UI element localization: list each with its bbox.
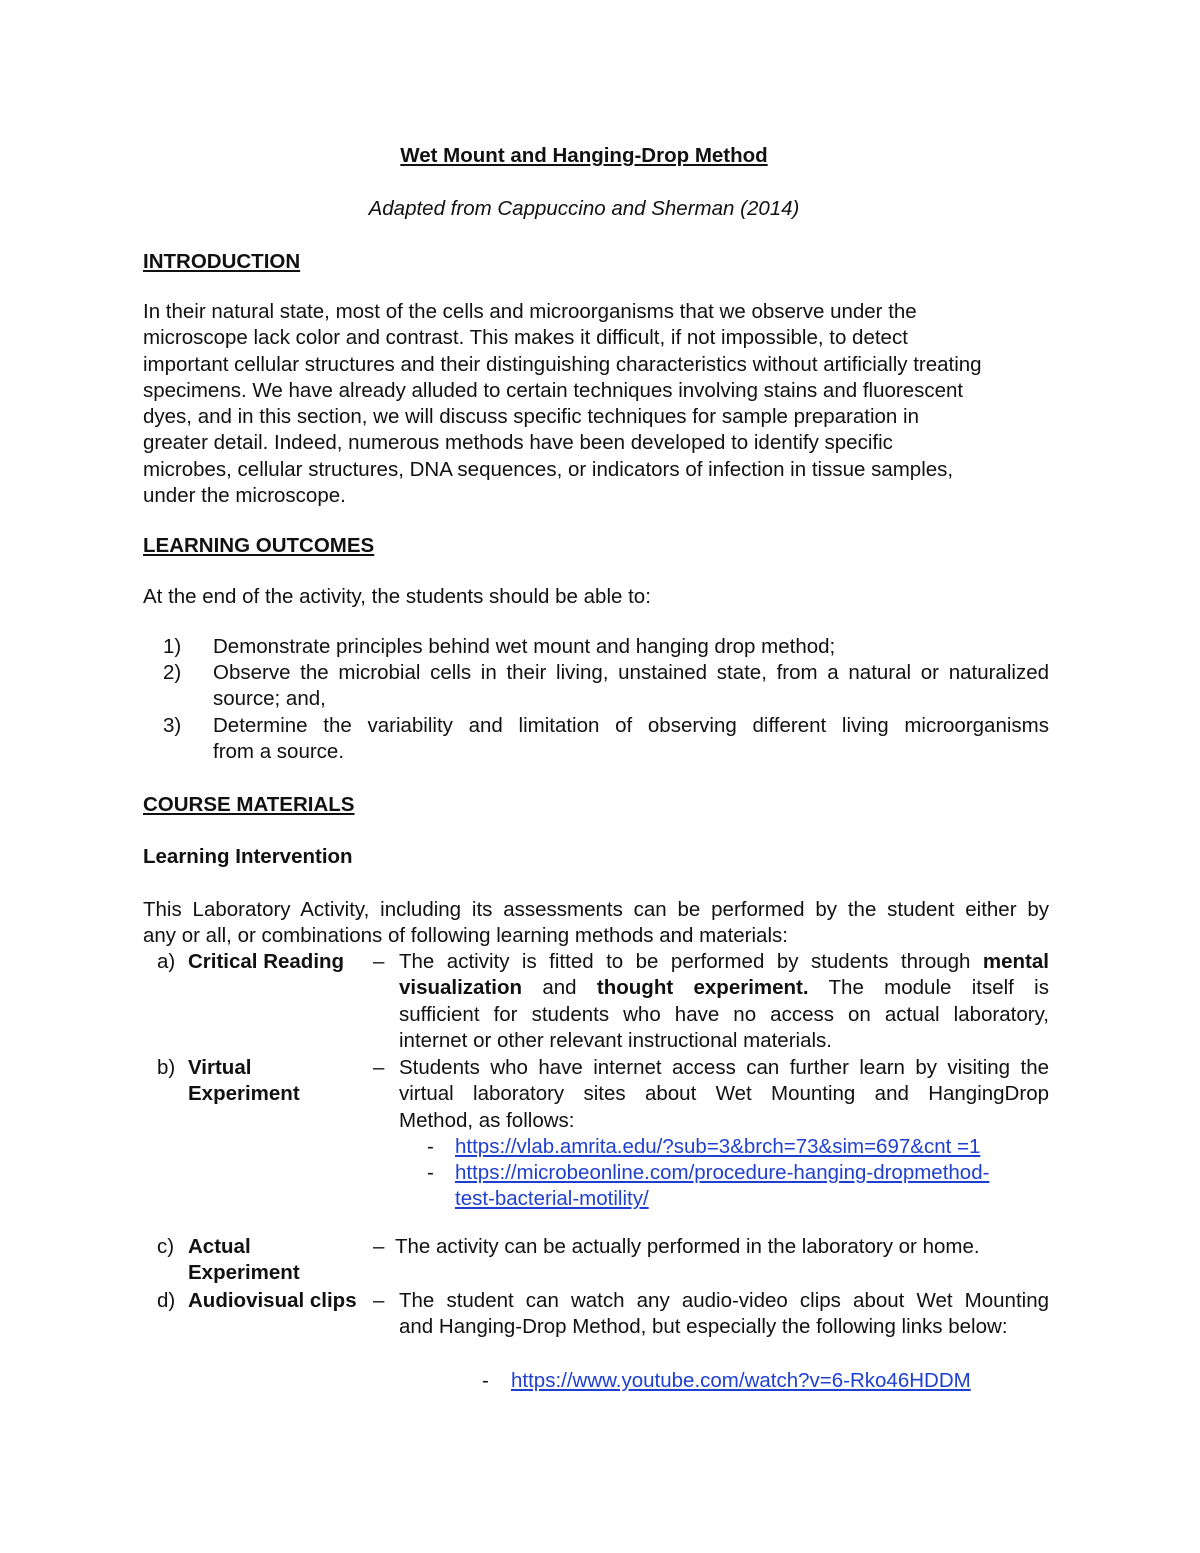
desc-line: internet or other relevant instructional materials. xyxy=(399,1028,832,1052)
method-dash: – xyxy=(373,1056,385,1079)
desc-line: visualization and thought experiment. The module itself is xyxy=(399,976,1049,1000)
youtube-link[interactable]: https://www.youtube.com/watch?v=6-Rko46HDDM xyxy=(511,1369,971,1392)
learning-outcomes-heading: LEARNING OUTCOMES xyxy=(143,534,375,557)
method-audiovisual-clips xyxy=(0,1288,1200,1398)
intro-line: important cellular structures and their distinguishing characteristics without artificially treating xyxy=(143,352,982,376)
intro-line: In their natural state, most of the cells and microorganisms that we observe under the xyxy=(143,300,917,323)
method-virtual-experiment xyxy=(0,1055,1200,1210)
method-actual-experiment xyxy=(0,1234,1200,1289)
bullet-dash: - xyxy=(427,1161,434,1184)
desc-line: The activity is fitted to be performed by students through mental xyxy=(399,950,1049,973)
intro-line: dyes, and in this section, we will discuss specific techniques for sample preparation in xyxy=(143,405,919,429)
intro-line: This Laboratory Activity, including its assessments can be performed by the student either by xyxy=(143,898,1049,921)
introduction-paragraph xyxy=(143,299,1049,509)
outcome-text: from a source. xyxy=(213,740,345,763)
method-term: Actual Experiment xyxy=(188,1235,300,1285)
bullet-dash: - xyxy=(427,1135,434,1158)
intro-line: microscope lack color and contrast. This makes it difficult, if not impossible, to detect xyxy=(143,326,908,350)
document-title: Wet Mount and Hanging-Drop Method xyxy=(400,144,768,167)
intro-line: any or all, or combinations of following learning methods and materials: xyxy=(143,924,788,948)
intro-line: greater detail. Indeed, numerous methods have been developed to identify specific xyxy=(143,431,893,455)
outcome-text: Demonstrate principles behind wet mount and hanging drop method; xyxy=(213,635,836,658)
desc-line: The student can watch any audio-video clips about Wet Mounting xyxy=(399,1289,1049,1312)
method-description xyxy=(399,1055,1049,1134)
method-letter: c) xyxy=(157,1235,175,1258)
outcome-number: 1) xyxy=(163,635,182,658)
method-dash: – xyxy=(373,1235,385,1258)
method-description xyxy=(399,1288,1049,1341)
method-description xyxy=(399,949,1049,1054)
method-critical-reading xyxy=(0,949,1200,1059)
desc-line: and Hanging-Drop Method, but especially the following links below: xyxy=(399,1315,1008,1339)
document-subtitle: Adapted from Cappuccino and Sherman (2014) xyxy=(368,197,800,220)
method-letter: d) xyxy=(157,1289,176,1312)
learning-intervention-subheading: Learning Intervention xyxy=(143,845,353,868)
outcome-text: Observe the microbial cells in their living, unstained state, from a natural or naturalized xyxy=(213,661,1049,684)
outcome-number: 3) xyxy=(163,714,182,737)
desc-line: virtual laboratory sites about Wet Mounting and HangingDrop xyxy=(399,1082,1049,1106)
course-materials-intro xyxy=(143,897,1049,950)
outcome-text: Determine the variability and limitation of observing different living microorganisms xyxy=(213,714,1049,737)
microbeonline-link[interactable]: https://microbeonline.com/procedure-hanging-dropmethod- xyxy=(455,1161,990,1184)
bullet-dash: - xyxy=(482,1369,489,1392)
outcome-text: source; and, xyxy=(213,687,326,710)
intro-line: specimens. We have already alluded to certain techniques involving stains and fluorescent xyxy=(143,378,964,402)
method-letter: b) xyxy=(157,1056,176,1079)
method-letter: a) xyxy=(157,950,176,973)
course-materials-heading: COURSE MATERIALS xyxy=(143,793,355,816)
desc-line: sufficient for students who have no access on actual laboratory, xyxy=(399,1002,1049,1026)
microbeonline-link-continued[interactable]: test-bacterial-motility/ xyxy=(455,1187,649,1210)
desc-line: Method, as follows: xyxy=(399,1108,575,1132)
learning-outcomes-intro: At the end of the activity, the students should be able to: xyxy=(143,585,651,608)
intro-line: microbes, cellular structures, DNA sequences, or indicators of infection in tissue samples, xyxy=(143,457,954,481)
method-description: The activity can be actually performed in the laboratory or home. xyxy=(395,1235,980,1258)
method-dash: – xyxy=(373,1289,385,1312)
intro-line: under the microscope. xyxy=(143,484,346,508)
method-term: Critical Reading xyxy=(188,950,345,973)
desc-line: Students who have internet access can further learn by visiting the xyxy=(399,1056,1049,1079)
method-dash: – xyxy=(373,950,385,973)
method-term: Virtual Experiment xyxy=(188,1056,300,1106)
vlab-amrita-link[interactable]: https://vlab.amrita.edu/?sub=3&brch=73&sim=697&cnt =1 xyxy=(455,1135,981,1158)
outcome-number: 2) xyxy=(163,661,182,684)
introduction-heading: INTRODUCTION xyxy=(143,250,301,273)
method-term: Audiovisual clips xyxy=(188,1289,357,1312)
